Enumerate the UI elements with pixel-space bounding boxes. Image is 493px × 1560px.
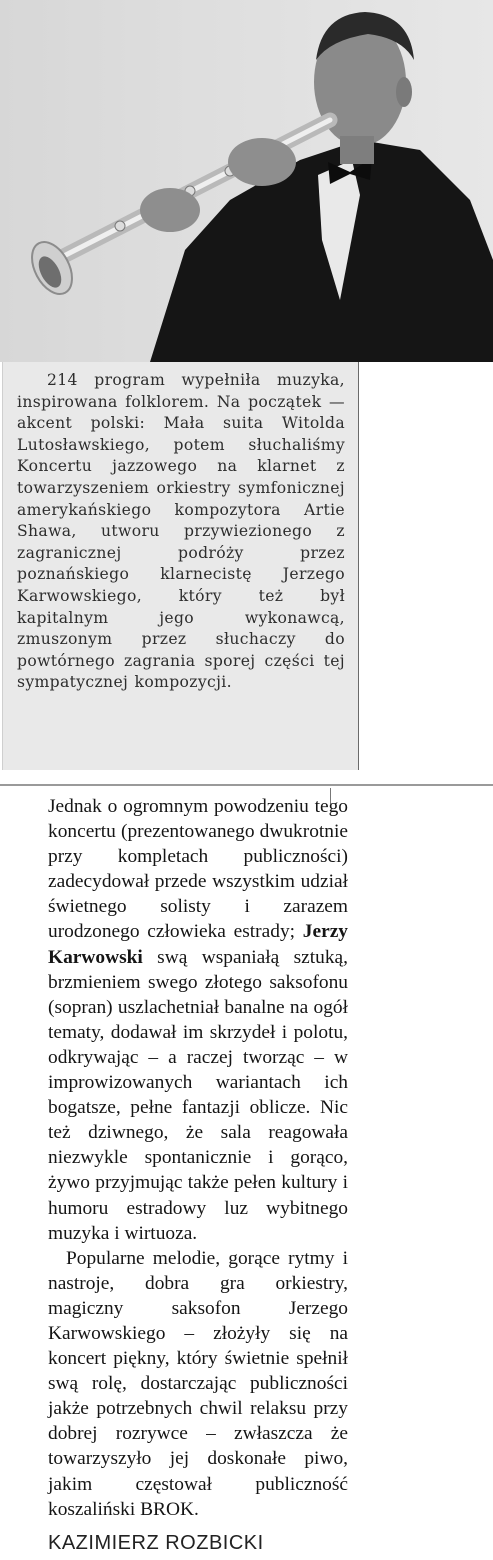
column-rule <box>358 362 359 770</box>
lower-paragraph-1 <box>48 794 348 1246</box>
upper-paragraph: 214 program wypełniła muzyka, inspirowana folklorem. Na początek — akcent polski: Mała suita Witolda Lutosławskiego, potem słuchaliśmy Koncertu jazzowego na klarnet z towarzyszeniem orkiestry symfonicznej amerykańskiego kompozytora Artie Shawa, utworu przywiezionego z zagranicznej podróży przez poznańskiego klarnecistę Jerzego Karwowskiego, który też był kapitalnym jego wykonawcą, zmuszonym przez słuchaczy do powtórnego zagrania sporej części tej sympatycznej kompozycji. <box>17 371 345 692</box>
article-clipping-upper <box>2 362 359 770</box>
lower-article-text <box>48 794 348 1522</box>
author-signature: KAZIMIERZ ROZBICKI <box>48 1532 264 1554</box>
saxophonist-illustration <box>0 0 493 362</box>
musician-photo <box>0 0 493 362</box>
lower-paragraph-2: Popularne melodie, gorące rytmy i nastroje, dobra gra orkiestry, magiczny saksofon Jerzego Karwowskiego – złożyły się na koncert piękny, który świetnie spełnił swą rolę, dostarczając publiczności jakże potrzebnych chwil relaksu przy dobrej rozrywce – zwłaszcza że towarzyszyło jej doskonałe piwo, jakim częstował publiczność koszaliński BROK. <box>48 1247 348 1520</box>
article-clipping-lower <box>0 788 360 1560</box>
paragraph-1-lead: Jednak o ogromnym powodzeniu tego koncertu (prezentowanego dwukrotnie przy kompletach publiczności) zadecydował przede wszystkim udział świetnego solisty i zarazem urodzonego człowieka estrady; <box>48 796 348 943</box>
clipping-separator <box>0 784 493 786</box>
performer-name: Jerzy Karwowski <box>48 921 348 968</box>
upper-article-text <box>17 370 345 694</box>
paragraph-1-rest: swą wspaniałą sztuką, brzmieniem swego złotego saksofonu (sopran) uszlachetniał banalne na ogół tematy, dodawał im skrzydeł i polotu, odkrywając – a raczej tworząc – w improwizowanych wariantach ich bogatsze, pełne fantazji oblicze. Nic też dziwnego, że sala reagowała niezwykle spontanicznie i gorąco, żywo przyjmując także pełen kultury i humoru estradowy luz wybitnego muzyka i wirtuoza. <box>48 946 348 1244</box>
